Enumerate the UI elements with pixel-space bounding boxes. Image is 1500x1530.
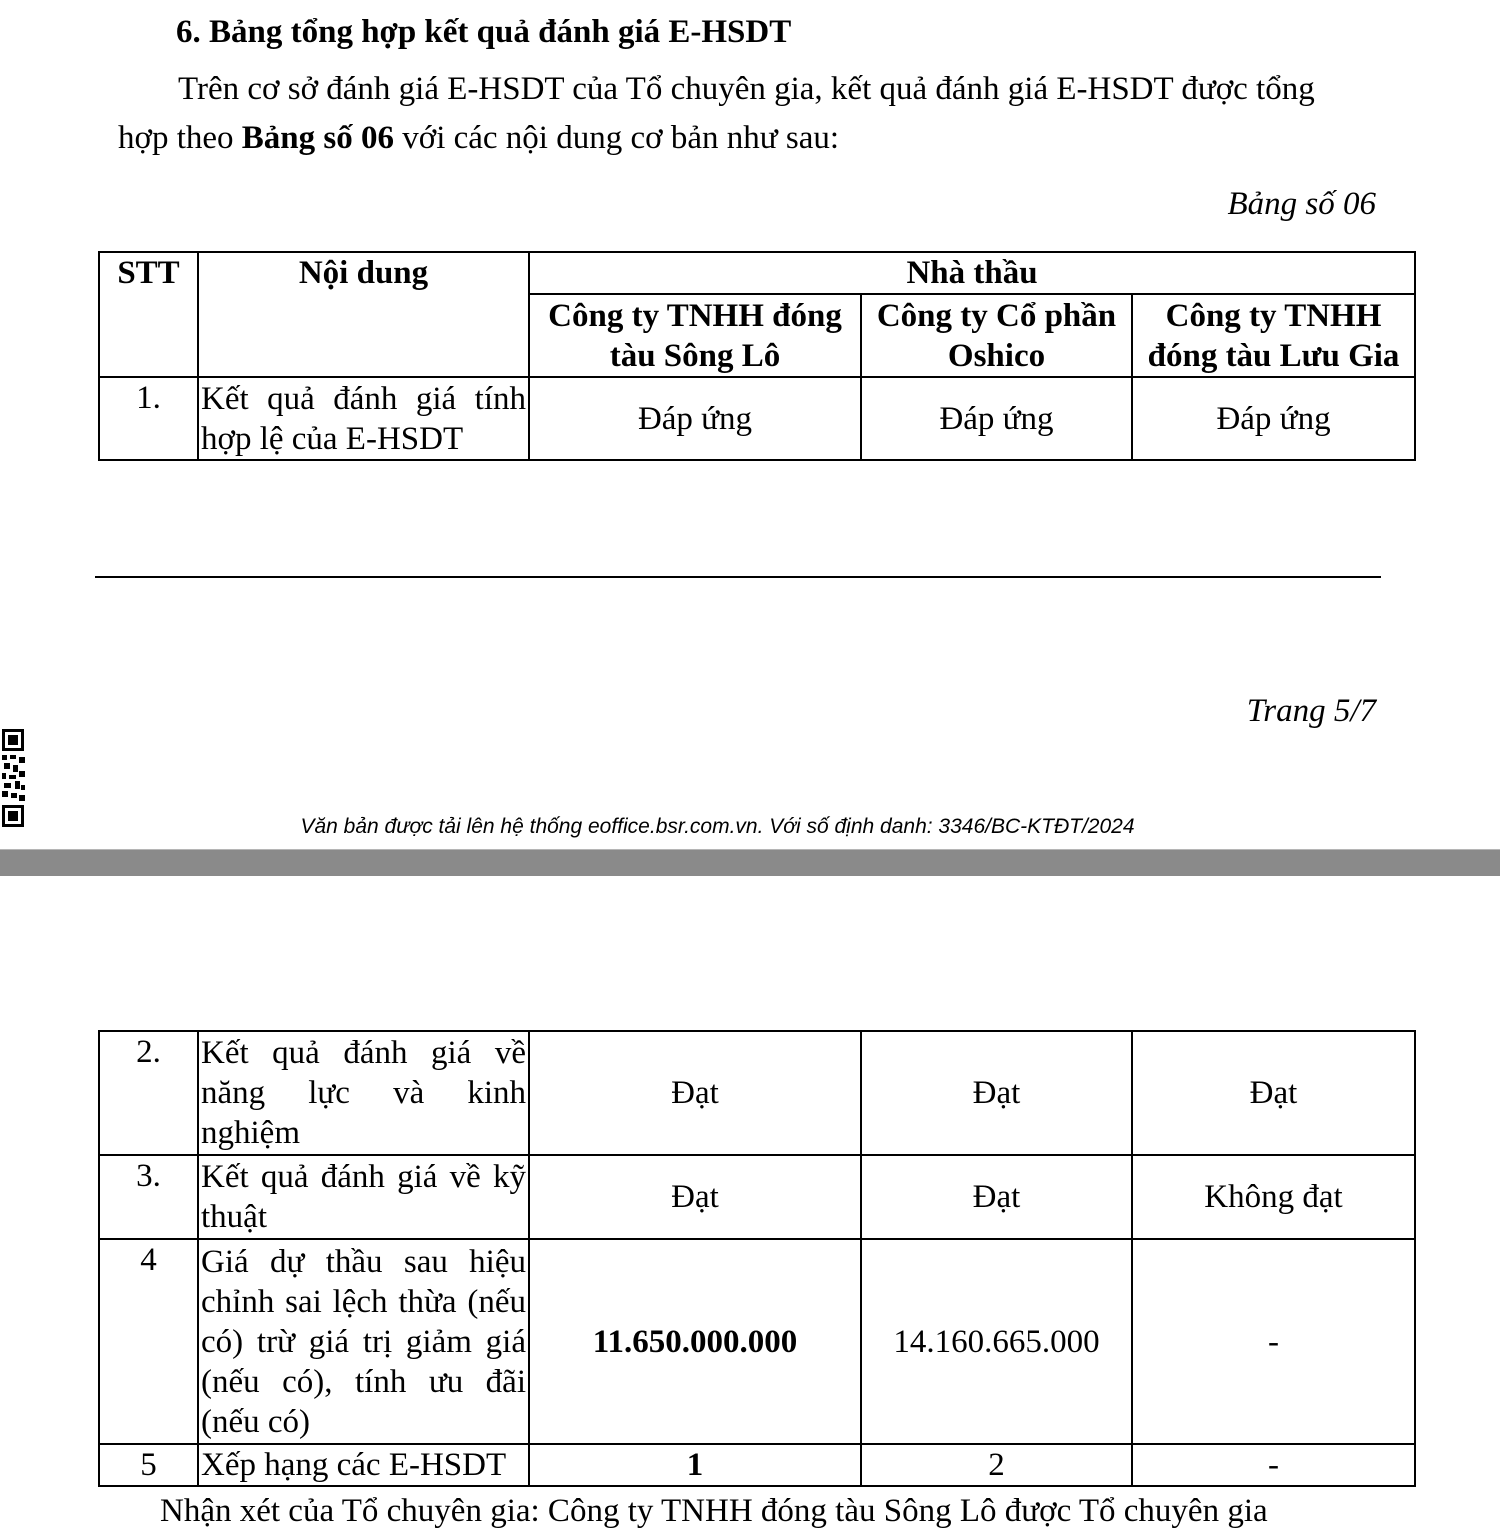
intro-suffix: với các nội dung cơ bản như sau: [394, 120, 840, 156]
qr-code-icon [0, 727, 27, 829]
row-content: Xếp hạng các E-HSDT [198, 1444, 529, 1486]
table-row [99, 1444, 1415, 1486]
row-value-bidder-3: Đáp ứng [1132, 377, 1415, 460]
system-footer-note: Văn bản được tải lên hệ thống eoffice.bsr.com.vn. Với số định danh: 3346/BC-KTĐT/2024 [300, 815, 1135, 838]
intro-paragraph-line1: Trên cơ sở đánh giá E-HSDT của Tổ chuyên gia, kết quả đánh giá E-HSDT được tổng [178, 71, 1315, 107]
row-value-bidder-1: Đạt [529, 1031, 861, 1155]
header-bidder-2: Công ty Cổ phần Oshico [861, 294, 1132, 377]
table-caption: Bảng số 06 [1227, 186, 1376, 222]
row-stt: 4 [99, 1239, 198, 1444]
row-content: Kết quả đánh giá về kỹ thuật [198, 1155, 529, 1239]
row-value-bidder-1: 11.650.000.000 [529, 1239, 861, 1444]
row-value-bidder-1: Đáp ứng [529, 377, 861, 460]
footnote-separator [95, 576, 1381, 578]
table-row [99, 1239, 1415, 1444]
table-row [99, 1031, 1415, 1155]
header-bidders-group: Nhà thầu [529, 252, 1415, 294]
results-table-part2 [98, 1030, 1416, 1487]
header-bidder-1: Công ty TNHH đóng tàu Sông Lô [529, 294, 861, 377]
table-reference: Bảng số 06 [241, 120, 394, 156]
header-stt: STT [99, 252, 198, 377]
page-number: Trang 5/7 [1246, 693, 1376, 729]
row-value-bidder-1: 1 [529, 1444, 861, 1486]
table-row [99, 377, 1415, 460]
row-stt: 5 [99, 1444, 198, 1486]
page-divider [0, 849, 1500, 876]
row-value-bidder-3: Không đạt [1132, 1155, 1415, 1239]
row-value-bidder-2: 2 [861, 1444, 1132, 1486]
row-value-bidder-3: - [1132, 1444, 1415, 1486]
intro-paragraph-line2 [118, 120, 839, 157]
row-value-bidder-3: - [1132, 1239, 1415, 1444]
header-content: Nội dung [198, 252, 529, 377]
row-value-bidder-3: Đạt [1132, 1031, 1415, 1155]
row-value-bidder-2: Đáp ứng [861, 377, 1132, 460]
cut-off-paragraph: Nhận xét của Tổ chuyên gia: Công ty TNHH đóng tàu Sông Lô được Tổ chuyên gia [160, 1493, 1268, 1529]
row-content: Kết quả đánh giá tính hợp lệ của E-HSDT [198, 377, 529, 460]
row-stt: 3. [99, 1155, 198, 1239]
section-heading: 6. Bảng tổng hợp kết quả đánh giá E-HSDT [176, 14, 792, 50]
row-value-bidder-2: Đạt [861, 1031, 1132, 1155]
row-stt: 1. [99, 377, 198, 460]
header-bidder-3: Công ty TNHH đóng tàu Lưu Gia [1132, 294, 1415, 377]
row-content: Kết quả đánh giá về năng lực và kinh nghiệm [198, 1031, 529, 1155]
row-stt: 2. [99, 1031, 198, 1155]
row-content: Giá dự thầu sau hiệu chỉnh sai lệch thừa (nếu có) trừ giá trị giảm giá (nếu có), tính ưu đãi (nếu có) [198, 1239, 529, 1444]
row-value-bidder-2: Đạt [861, 1155, 1132, 1239]
row-value-bidder-2: 14.160.665.000 [861, 1239, 1132, 1444]
table-row [99, 1155, 1415, 1239]
intro-prefix: hợp theo [118, 120, 242, 156]
row-value-bidder-1: Đạt [529, 1155, 861, 1239]
results-table-part1 [98, 251, 1416, 461]
